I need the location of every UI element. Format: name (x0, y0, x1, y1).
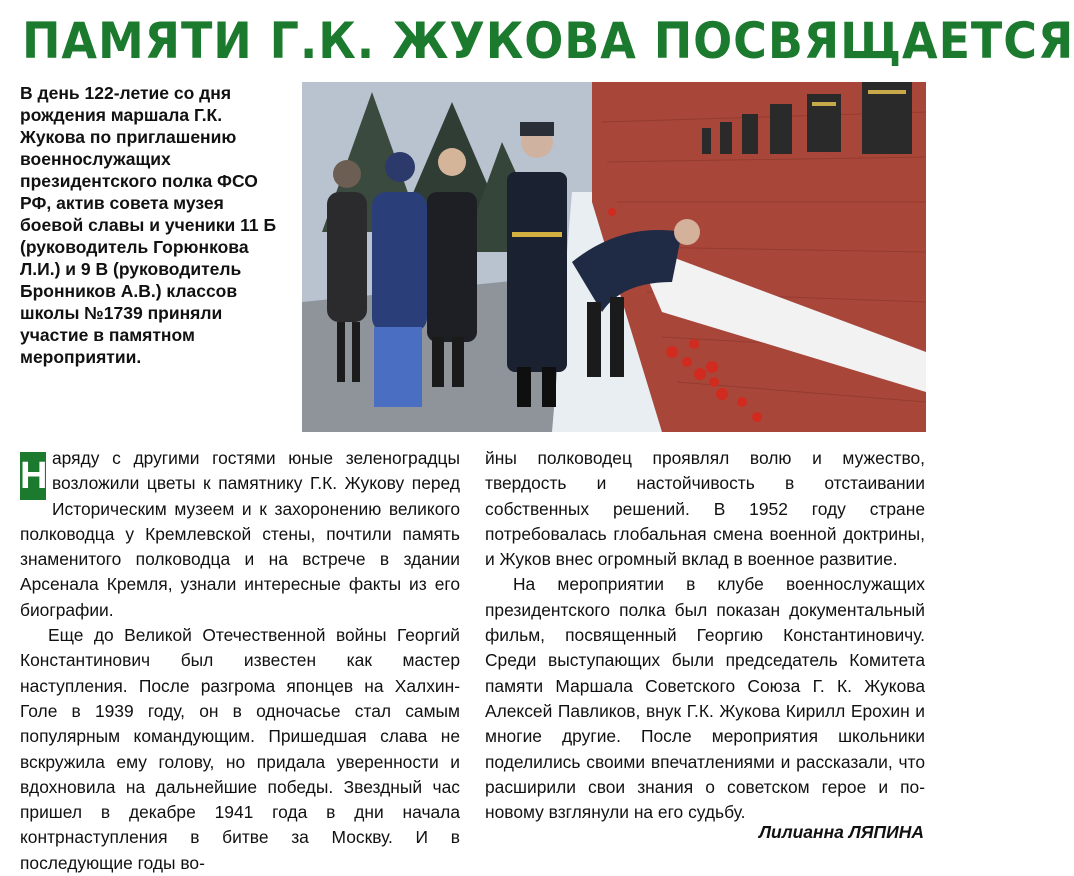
headline: ПАМЯТИ Г.К. ЖУКОВА ПОСВЯЩАЕТСЯ (22, 12, 1074, 70)
lead-text: В день 122-летие со дня рождения маршала Г.К. Жукова по приглашению военнослужащих президентского полка ФСО РФ, актив совета музея боевой славы и ученики 11 Б (руководитель Горюнкова Л.И.) и 9 В (руководитель Бронников А.В.) классов школы №1739 приняли участие в памятном мероприятии. (20, 83, 277, 367)
article-column-left (20, 446, 460, 876)
article-column-right (485, 446, 925, 825)
paragraph-2: Еще до Великой Отечественной войны Георгий Константинович был известен как мастер наступления. После разгрома японцев на Халхин-Голе в 1939 году, он в одночасье стал самым популярным командующим. Пришедшая слава не вскружила ему голову, но придала уверенности и вдохновила на дальнейшие победы. Звездный час пришел в декабре 1941 года в дни начала контрнаступления в битве за Москву. И в последующие годы во- (20, 625, 460, 873)
paragraph-1 (20, 446, 460, 623)
paragraph-4: На мероприятии в клубе военнослужащих президентского полка был показан документальный фильм, посвященный Георгию Константиновичу. Среди выступающих были председатель Комитета памяти Маршала Советского Союза Г. К. Жукова Алексей Павликов, внук Г.К. Жукова Кирилл Ерохин и многие другие. После мероприятия школьники поделились своими впечатлениями и рассказали, что расширили свои знания о советском герое и по-новому взглянули на его судьбу. (485, 574, 925, 823)
photo-ceremony-icon (302, 82, 926, 432)
drop-cap: Н (20, 452, 46, 500)
ceremony-photo (302, 82, 926, 432)
paragraph-1-text: аряду с другими гостями юные зеленоградцы возложили цветы к памятнику Г.К. Жукову перед Историческим музеем и к захоронению великого полководца у Кремлевской стены, почтили память знаменитого полководца и на встрече в здании Арсенала Кремля, узнали интересные факты из его биографии. (20, 448, 460, 620)
author-byline: Лилианна ЛЯПИНА (759, 822, 924, 842)
paragraph-3: йны полководец проявлял волю и мужество, твердость и настойчивость в отстаивании собственных решений. В 1952 году стране потребовалась глобальная смена военной доктрины, и Жуков внес огромный вклад в военное развитие. (485, 448, 925, 570)
lead-paragraph (20, 82, 290, 368)
